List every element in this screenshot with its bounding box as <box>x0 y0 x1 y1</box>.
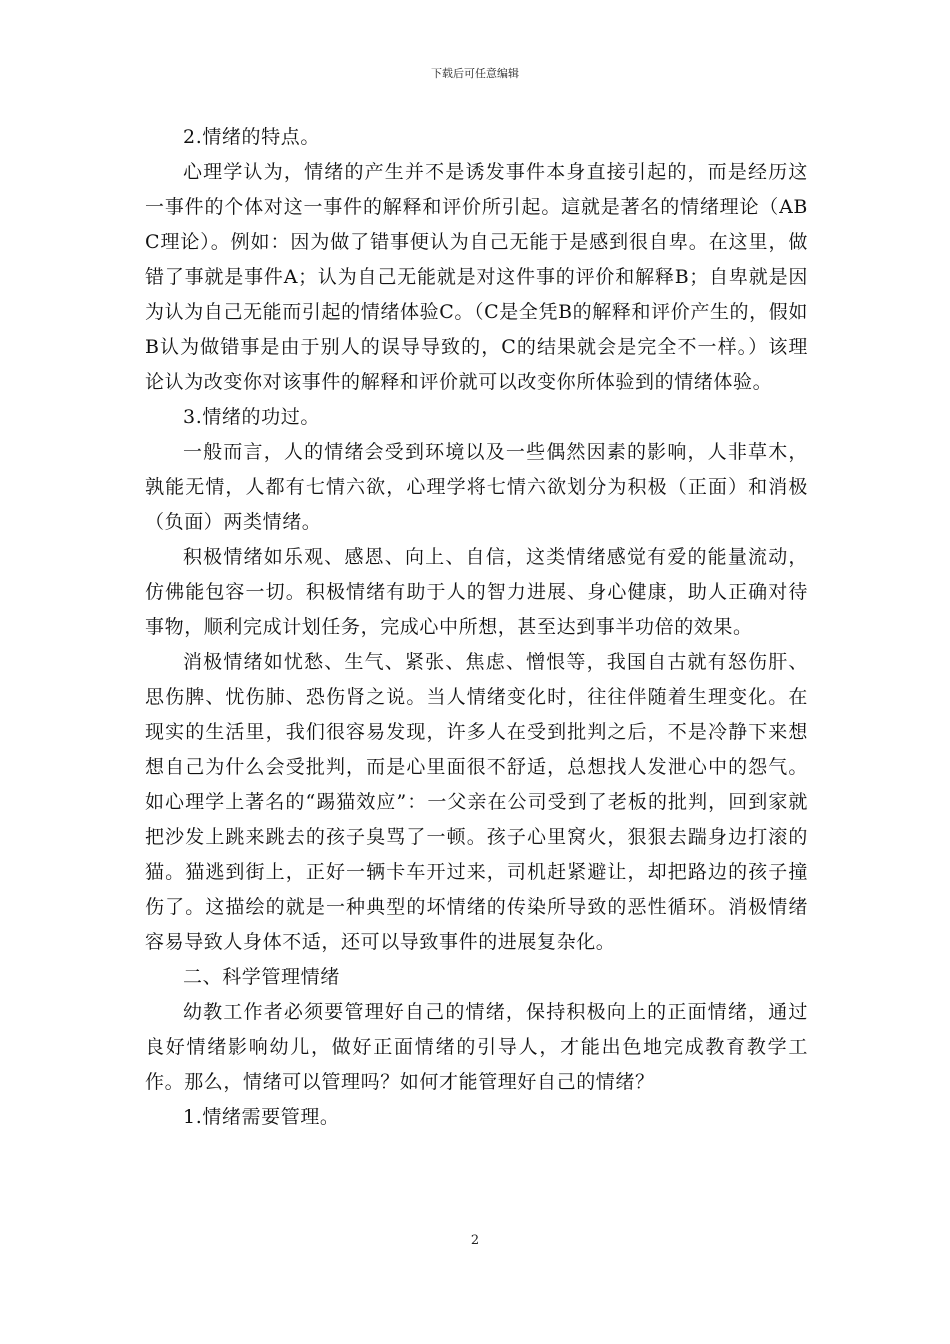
page-header: 下载后可任意编辑 <box>431 67 519 80</box>
section-heading-manage-emotion: 二、科学管理情绪 <box>183 966 340 988</box>
section-heading-need-management: 1.情绪需要管理。 <box>183 1106 340 1128</box>
page-number: 2 <box>470 1233 480 1248</box>
section-heading-emotion-traits: 2.情绪的特点。 <box>183 126 320 148</box>
paragraph-abc-theory: 心理学认为，情绪的产生并不是诱发事件本身直接引起的，而是经历这一事件的个体对这一事件的解释和评价所引起。這就是著名的情绪理论（ABC理论）。例如：因为做了错事便认为自己无能于是感到很自卑。在这里，做错了事就是事件A；认为自己无能就是对这件事的评价和解释B；自卑就是因为认为自己无能而引起的情绪体验C。（C是全凭B的解释和评价产生的，假如B认为做错事是由于别人的误导导致的，C的结果就会是完全不一样。）该理论认为改变你对该事件的解释和评价就可以改变你所体验到的情绪体验。 <box>145 161 808 393</box>
section-heading-emotion-merits: 3.情绪的功过。 <box>183 406 320 428</box>
document-body <box>145 120 808 1135</box>
paragraph-emotion-types: 一般而言，人的情绪会受到环境以及一些偶然因素的影响，人非草木，孰能无情，人都有七情六欲，心理学将七情六欲划分为积极（正面）和消极（负面）两类情绪。 <box>145 441 808 533</box>
paragraph-teacher-emotion: 幼教工作者必须要管理好自己的情绪，保持积极向上的正面情绪，通过良好情绪影响幼儿，做好正面情绪的引导人，才能出色地完成教育教学工作。那么，情绪可以管理吗？如何才能管理好自己的情绪？ <box>145 1001 808 1093</box>
paragraph-negative-emotion: 消极情绪如忧愁、生气、紧张、焦虑、憎恨等，我国自古就有怒伤肝、思伤脾、忧伤肺、恐伤肾之说。当人情绪变化时，往往伴随着生理变化。在现实的生活里，我们很容易发现，许多人在受到批判之后，不是冷静下来想想自己为什么会受批判，而是心里面很不舒适，总想找人发泄心中的怨气。如心理学上著名的“踢猫效应”：一父亲在公司受到了老板的批判，回到家就把沙发上跳来跳去的孩子臭骂了一顿。孩子心里窝火，狠狠去踹身边打滚的猫。猫逃到街上，正好一辆卡车开过来，司机赶紧避让，却把路边的孩子撞伤了。这描绘的就是一种典型的坏情绪的传染所导致的恶性循环。消极情绪容易导致人身体不适，还可以导致事件的进展复杂化。 <box>145 651 808 953</box>
paragraph-positive-emotion: 积极情绪如乐观、感恩、向上、自信，这类情绪感觉有爱的能量流动，仿佛能包容一切。积极情绪有助于人的智力进展、身心健康，助人正确对待事物，顺利完成计划任务，完成心中所想，甚至达到事半功倍的效果。 <box>145 546 808 638</box>
